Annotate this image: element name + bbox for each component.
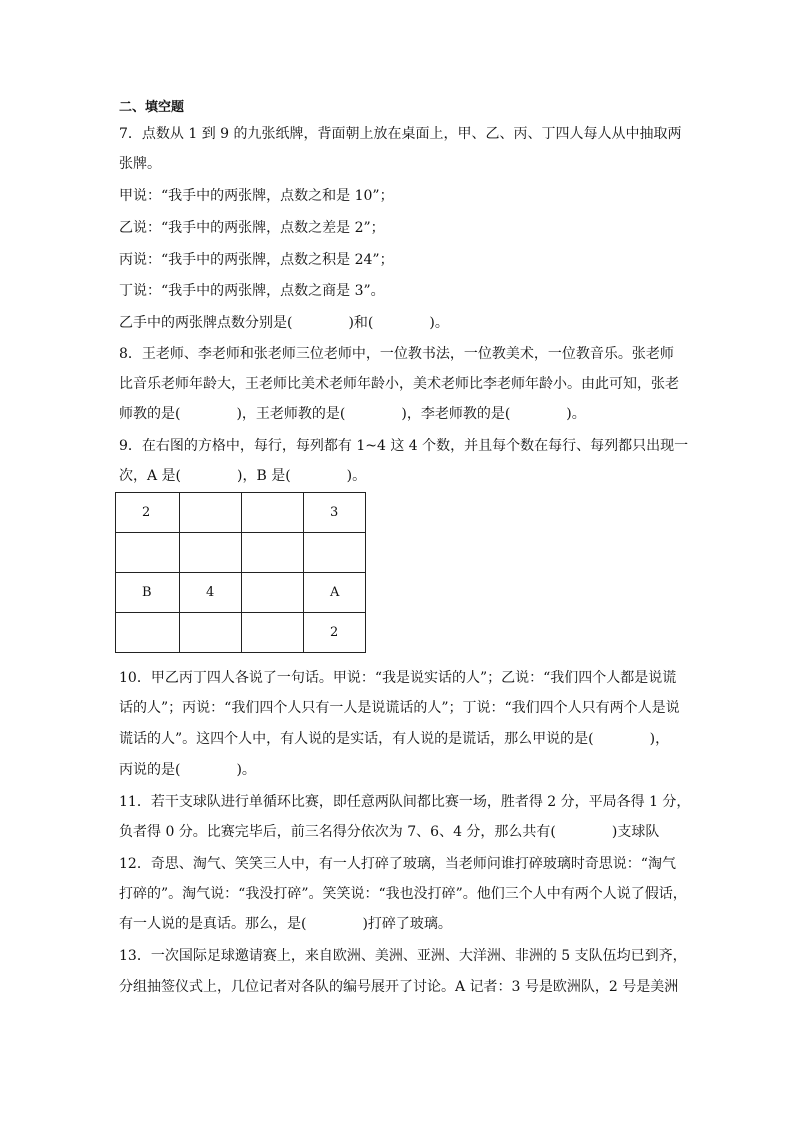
q7-line-1: 7．点数从 1 到 9 的九张纸牌，背面朝上放在桌面上，甲、乙、丙、丁四人每人从中抽取两 bbox=[119, 126, 682, 142]
grid-cell bbox=[242, 613, 304, 653]
q10-line-4: 丙说的是( )。 bbox=[119, 762, 256, 778]
grid-cell bbox=[242, 493, 304, 533]
grid-row bbox=[116, 613, 366, 653]
q9-line-2: 次，A 是( )，B 是( )。 bbox=[119, 468, 367, 484]
q12-line-2: 打碎的”。淘气说：“我没打碎”。笑笑说：“我也没打碎”。他们三个人中有两个人说了假话， bbox=[119, 886, 687, 902]
q9-line-1: 9．在右图的方格中，每行，每列都有 1~4 这 4 个数，并且每个数在每行、每列都只出现一 bbox=[119, 438, 689, 454]
q11-line-1: 11．若干支球队进行单循环比赛，即任意两队间都比赛一场，胜者得 2 分，平局各得 1 分， bbox=[119, 794, 691, 810]
grid-cell: 2 bbox=[304, 613, 366, 653]
q12-line-3: 有一人说的是真话。那么，是( )打碎了玻璃。 bbox=[119, 916, 452, 932]
q7-line-3: 甲说：“我手中的两张牌，点数之和是 10”； bbox=[119, 188, 394, 204]
number-grid bbox=[115, 492, 366, 653]
grid-cell bbox=[116, 533, 180, 573]
grid-cell: B bbox=[116, 573, 180, 613]
grid-cell: 3 bbox=[304, 493, 366, 533]
section-title: 二、填空题 bbox=[119, 100, 185, 115]
q10-line-1: 10．甲乙丙丁四人各说了一句话。甲说：“我是说实话的人”；乙说：“我们四个人都是说谎 bbox=[119, 670, 677, 686]
q8-line-3: 师教的是( )，王老师教的是( )，李老师教的是( )。 bbox=[119, 406, 586, 422]
q7-line-6: 丁说：“我手中的两张牌，点数之商是 3”。 bbox=[119, 283, 385, 299]
grid-row bbox=[116, 493, 366, 533]
grid-cell: A bbox=[304, 573, 366, 613]
grid-cell bbox=[242, 533, 304, 573]
q10-line-2: 话的人”；丙说：“我们四个人只有一人是说谎话的人”；丁说：“我们四个人只有两个人是说 bbox=[119, 700, 680, 716]
grid-cell bbox=[116, 613, 180, 653]
grid-cell: 4 bbox=[180, 573, 242, 613]
grid-cell bbox=[242, 573, 304, 613]
q11-line-2: 负者得 0 分。比赛完毕后，前三名得分依次为 7、6、4 分，那么共有( )支球队 bbox=[119, 824, 660, 840]
q7-line-7: 乙手中的两张牌点数分别是( )和( )。 bbox=[119, 315, 449, 331]
q7-line-5: 丙说：“我手中的两张牌，点数之积是 24”； bbox=[119, 252, 394, 268]
grid-cell bbox=[180, 493, 242, 533]
q10-line-3: 谎话的人”。这四个人中，有人说的是实话，有人说的是谎话，那么甲说的是( )， bbox=[119, 731, 670, 747]
q8-line-1: 8．王老师、李老师和张老师三位老师中，一位教书法，一位教美术，一位教音乐。张老师 bbox=[119, 346, 674, 362]
q8-line-2: 比音乐老师年龄大，王老师比美术老师年龄小，美术老师比李老师年龄小。由此可知，张老 bbox=[119, 376, 679, 392]
grid-row bbox=[116, 533, 366, 573]
q7-line-2: 张牌。 bbox=[119, 156, 161, 172]
grid-cell bbox=[180, 533, 242, 573]
grid-cell bbox=[180, 613, 242, 653]
grid-row bbox=[116, 573, 366, 613]
q13-line-1: 13．一次国际足球邀请赛上，来自欧洲、美洲、亚洲、大洋洲、非洲的 5 支队伍均已到齐， bbox=[119, 948, 687, 964]
q12-line-1: 12．奇思、淘气、笑笑三人中，有一人打碎了玻璃，当老师问谁打碎玻璃时奇思说：“淘气 bbox=[119, 856, 676, 872]
q13-line-2: 分组抽签仪式上，几位记者对各队的编号展开了讨论。A 记者：3 号是欧洲队，2 号是美洲 bbox=[119, 979, 679, 995]
grid-cell bbox=[304, 533, 366, 573]
grid-cell: 2 bbox=[116, 493, 180, 533]
q7-line-4: 乙说：“我手中的两张牌，点数之差是 2”； bbox=[119, 220, 385, 236]
